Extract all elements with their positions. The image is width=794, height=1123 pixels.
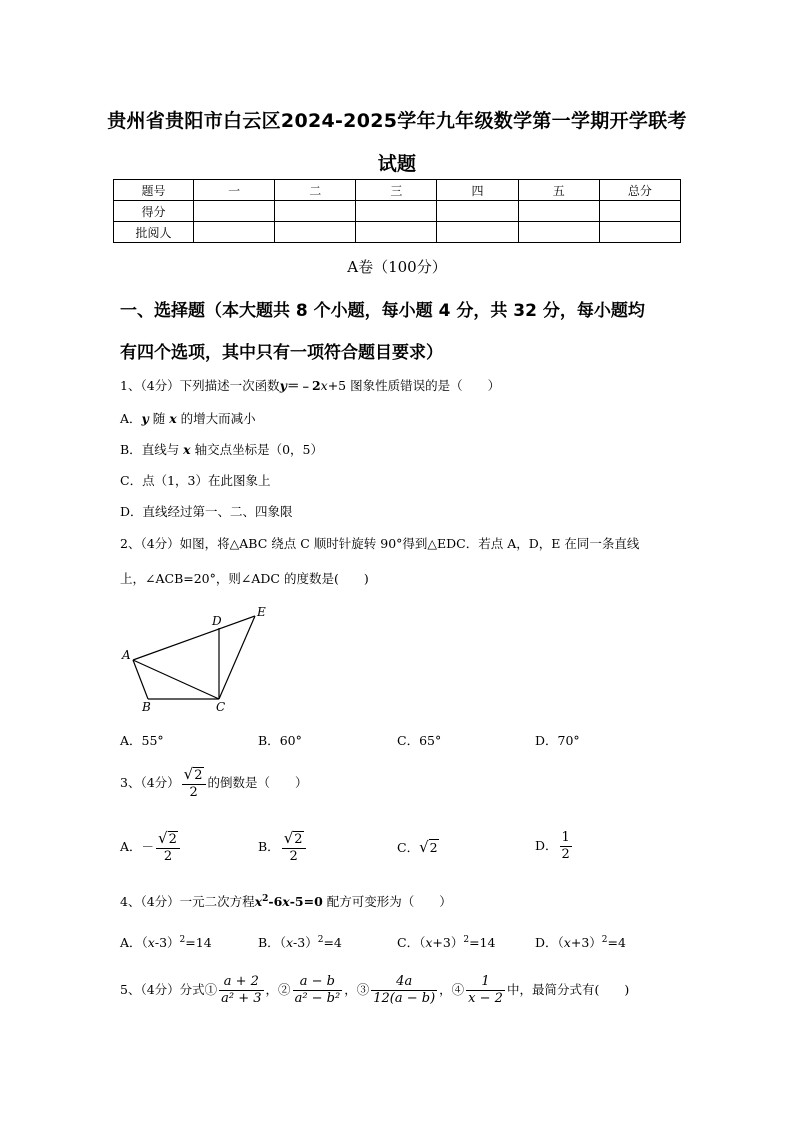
question-2: 2、（4分）如图，将△ABC 绕点 C 顺时针旋转 90°得到△EDC．若点 A，D，E 在同一条直线 (120, 536, 640, 551)
q1-option-c (120, 471, 270, 489)
q4-option-b (258, 933, 342, 951)
option-var: x (183, 442, 191, 457)
option-text: =4 (607, 935, 626, 950)
option-label: B． (120, 442, 142, 457)
q5-prefix: 5、（4分）分式① (120, 982, 218, 997)
score-cell (275, 201, 356, 222)
question-5 (120, 974, 629, 1007)
q4-var: x (254, 894, 263, 909)
q4-exponent: 2 (262, 893, 269, 904)
option-radicand: 2 (429, 840, 438, 855)
option-label: B． (258, 733, 280, 748)
option-text: =14 (185, 935, 212, 950)
score-cell (194, 222, 275, 243)
score-header-cell: 五 (518, 180, 599, 201)
option-text: 直线经过第一、二、四象限 (142, 504, 293, 519)
option-label: A． (120, 839, 142, 854)
score-cell (599, 201, 680, 222)
q5-separator: ，③ (344, 982, 370, 997)
q3-option-d (535, 830, 574, 863)
score-header-cell: 二 (275, 180, 356, 201)
option-var: x (285, 935, 294, 950)
option-frac-num: 2 (168, 832, 177, 847)
option-text: 直线与 (141, 442, 184, 457)
q3-option-a: A．－ $\frac{√2}{2}$ (120, 830, 182, 865)
score-row-label: 得分 (114, 201, 194, 222)
option-text: （ (141, 935, 148, 950)
option-text: （ (279, 935, 286, 950)
option-exponent: 2 (317, 934, 324, 945)
option-text: +3） (570, 935, 602, 950)
score-row-label: 批阅人 (114, 222, 194, 243)
q5-fraction-1: $\frac{a + 2}{\text{a² + 3}}$ (221, 974, 262, 1006)
question-2-continued: 上，∠ACB=20°，则∠ADC 的度数是( ) (120, 571, 369, 586)
q4-eq-mid: -6 (268, 894, 283, 909)
q1-suffix: 图象性质错误的是（ ） (346, 378, 501, 393)
score-table-row (114, 201, 681, 222)
point-label-a: A (122, 648, 131, 662)
option-label: C． (397, 840, 420, 855)
option-label: C． (120, 473, 143, 488)
q1-func-x: x (320, 378, 328, 393)
q4-var: x (282, 894, 290, 909)
q2-option-b (258, 731, 302, 749)
option-value: 60° (279, 733, 302, 748)
option-exponent: 2 (601, 934, 608, 945)
point-label-b: B (142, 700, 151, 714)
option-label: A． (120, 935, 142, 950)
score-header-cell: 四 (437, 180, 518, 201)
q1-option-a (120, 409, 256, 427)
q4-eq-end: -5=0 (289, 894, 323, 909)
q1-func-end: +5 (327, 378, 347, 393)
option-var: y (141, 411, 149, 426)
point-label-d: D (212, 614, 222, 628)
option-label: A． (120, 411, 142, 426)
option-frac-num: 1 (561, 830, 570, 845)
q5-fraction-3: $\frac{4a}{12(a - b)}$ (373, 974, 436, 1006)
score-cell (356, 201, 437, 222)
score-table (113, 179, 681, 243)
option-label: D． (120, 504, 143, 519)
score-cell (437, 201, 518, 222)
score-table-row (114, 222, 681, 243)
exam-title: 贵州省贵阳市白云区2024-2025学年九年级数学第一学期开学联考 (107, 110, 687, 132)
score-header-cell: 总分 (599, 180, 680, 201)
score-header-cell: 题号 (114, 180, 194, 201)
q4-option-d (535, 933, 626, 951)
option-frac-den: 2 (289, 849, 298, 864)
option-label: D． (535, 733, 558, 748)
option-text: -3） (154, 935, 180, 950)
q5-suffix: 中，最简分式有( ) (506, 982, 630, 997)
volume-heading: A卷（100分） (347, 258, 447, 276)
option-label: C． (397, 935, 420, 950)
q1-func-var: y (279, 378, 287, 393)
q3-suffix: 的倒数是（ ） (207, 775, 308, 790)
option-text: （ (419, 935, 426, 950)
option-label: C． (397, 733, 420, 748)
q3-option-b: B． $\frac{√2}{2}$ (258, 830, 308, 865)
q5-separator: ，④ (439, 982, 465, 997)
option-var: x (169, 411, 177, 426)
option-var: x (425, 935, 433, 950)
q2-option-a (120, 731, 164, 749)
score-cell (194, 201, 275, 222)
score-cell (437, 222, 518, 243)
q4-option-a (120, 933, 212, 951)
option-text: -3） (293, 935, 318, 950)
option-label: A． (120, 733, 142, 748)
q1-prefix: 1、（4分）下列描述一次函数 (120, 378, 280, 393)
option-exponent: 2 (463, 934, 470, 945)
option-frac-num: 2 (294, 832, 303, 847)
option-text: （ (557, 935, 564, 950)
q5-fraction-2: $\frac{a - b}{\text{a² − b²}}$ (294, 974, 341, 1006)
score-table-header-row (114, 180, 681, 201)
option-var: x (563, 935, 571, 950)
q2-option-c (397, 731, 441, 749)
q3-option-c: C．√2 (397, 838, 438, 856)
score-header-cell: 一 (194, 180, 275, 201)
option-var: x (147, 935, 155, 950)
option-value: 70° (557, 733, 580, 748)
option-frac-den: 2 (561, 847, 570, 862)
score-header-cell: 三 (356, 180, 437, 201)
option-label: D． (535, 935, 558, 950)
question-1 (120, 376, 500, 394)
option-label: B． (258, 839, 280, 854)
geometry-figure (115, 600, 275, 715)
question-4 (120, 892, 452, 910)
section-heading-continued: 有四个选项，其中只有一项符合题目要求） (120, 343, 443, 363)
section-heading: 一、选择题（本大题共 8 个小题，每小题 4 分，共 32 分，每小题均 (120, 301, 645, 321)
option-text: +3） (432, 935, 464, 950)
q4-option-c (397, 933, 495, 951)
option-sign: － (141, 839, 155, 854)
score-cell (599, 222, 680, 243)
q1-func-eq: ＝﹣2 (286, 378, 321, 393)
option-text: =4 (323, 935, 342, 950)
q5-separator: ，② (265, 982, 291, 997)
option-value: 55° (141, 733, 164, 748)
point-label-e: E (257, 605, 266, 619)
option-text: 点（1，3）在此图象上 (142, 473, 271, 488)
score-cell (356, 222, 437, 243)
option-frac-den: 2 (163, 849, 173, 864)
q3-prefix: 3、（4分） (120, 775, 180, 790)
option-label: B． (258, 935, 280, 950)
option-exponent: 2 (179, 934, 186, 945)
q3-fraction: $\frac{√2}{2}$ (182, 766, 206, 801)
q4-suffix: 配方可变形为（ ） (322, 894, 452, 909)
exam-title-continued: 试题 (377, 153, 417, 175)
segment-ec (219, 616, 255, 699)
option-text: 随 (148, 411, 170, 426)
q1-option-b (120, 440, 323, 458)
q3-frac-num: 2 (194, 768, 203, 783)
option-text: 轴交点坐标是（0，5） (190, 442, 324, 457)
q5-fraction-4: $\frac{1}{x - 2}$ (468, 974, 503, 1006)
option-value: 65° (419, 733, 442, 748)
segment-ae (133, 616, 255, 660)
option-text: =14 (469, 935, 496, 950)
option-label: D． (535, 838, 558, 853)
point-label-c: C (216, 700, 226, 714)
score-cell (518, 201, 599, 222)
question-3 (120, 766, 308, 801)
score-cell (275, 222, 356, 243)
q3-frac-den: 2 (189, 785, 198, 800)
q4-prefix: 4、（4分）一元二次方程 (120, 894, 255, 909)
score-cell (518, 222, 599, 243)
q2-option-d (535, 731, 580, 749)
option-text: 的增大而减小 (176, 411, 256, 426)
q1-option-d (120, 502, 293, 520)
